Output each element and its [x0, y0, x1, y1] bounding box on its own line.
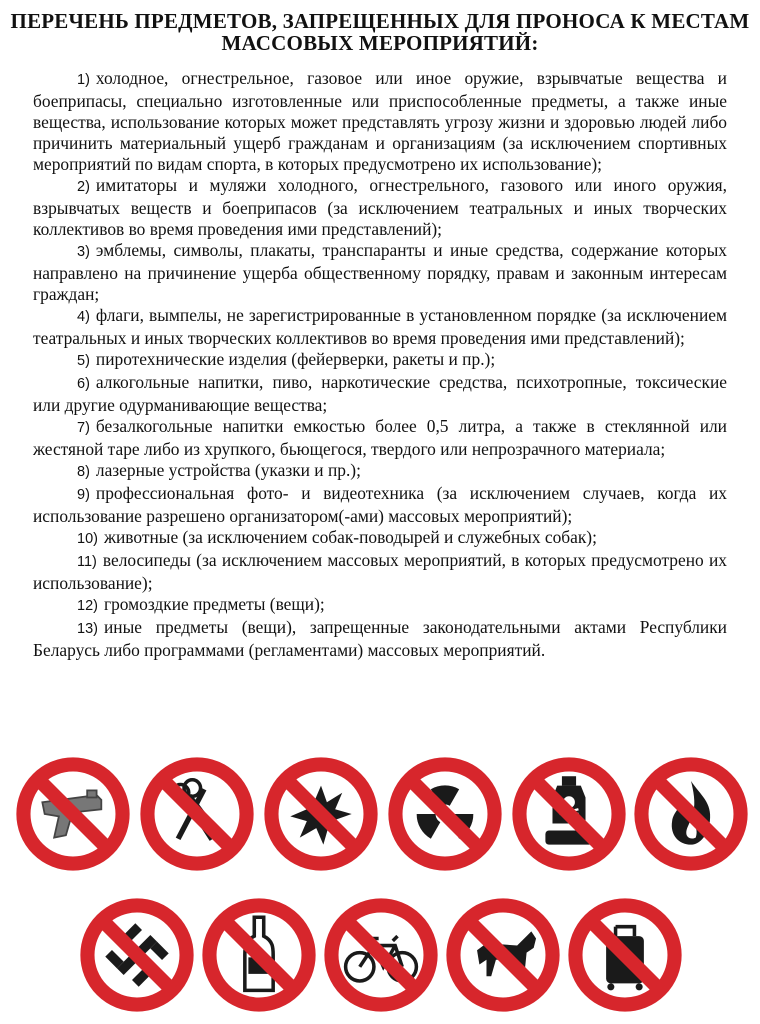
pistol-icon	[14, 755, 132, 873]
bottle-icon	[200, 896, 318, 1014]
swastika-icon	[78, 896, 196, 1014]
title-line-1: ПЕРЕЧЕНЬ ПРЕДМЕТОВ, ЗАПРЕЩЕННЫХ ДЛЯ ПРОНОСА К МЕСТАМ	[10, 9, 750, 33]
prohibited-items-list	[33, 68, 727, 661]
list-item: 7) безалкогольные напитки емкостью более 0,5 литра, а также в стеклянной или жестяной таре либо из хрупкого, бьющегося, твердого или непрозрачного материала;	[33, 416, 727, 459]
page-title	[0, 10, 760, 54]
list-item: 5) пиротехнические изделия (фейерверки, ракеты и пр.);	[77, 349, 496, 369]
dog-icon	[444, 896, 562, 1014]
list-item: 11) велосипеды (за исключением массовых мероприятий, в которых предусмотрено их использование);	[33, 550, 727, 593]
explosion-icon	[262, 755, 380, 873]
prohibition-signs	[0, 755, 760, 1024]
bicycle-icon	[322, 896, 440, 1014]
fire-icon	[632, 755, 750, 873]
list-item: 4) флаги, вымпелы, не зарегистрированные в установленном порядке (за исключением театральных и иных творческих коллективов во время проведения ими представлений);	[33, 305, 727, 348]
list-item: 6) алкогольные напитки, пиво, наркотические средства, психотропные, токсические или другие одурманивающие вещества;	[33, 372, 727, 415]
radiation-icon	[386, 755, 504, 873]
list-item: 1) холодное, огнестрельное, газовое или иное оружие, взрывчатые вещества и боеприпасы, специально изготовленные или приспособленные предметы, а также иные вещества, использование которых может представлять угрозу жизни и здоровью людей либо причинить материальный ущерб гражданам и организациям (за исключением спортивных мероприятий по видам спорта, в которых предусмотрено их использование);	[33, 68, 727, 174]
list-item: 8) лазерные устройства (указки и пр.);	[77, 460, 361, 480]
list-item: 13) иные предметы (вещи), запрещенные законодательными актами Республики Беларусь либо программами (регламентами) массовых мероприятий.	[33, 617, 727, 660]
list-item: 10) животные (за исключением собак-поводырей и служебных собак);	[77, 527, 597, 547]
title-line-2: МАССОВЫХ МЕРОПРИЯТИЙ:	[221, 31, 539, 55]
list-item: 9) профессиональная фото- и видеотехника (за исключением случаев, когда их использование разрешено организатором(-ами) массовых мероприятий);	[33, 483, 727, 526]
list-item: 2) имитаторы и муляжи холодного, огнестрельного, газового или иного оружия, взрывчатых веществ и боеприпасов (за исключением театральных и иных творческих коллективов во время проведения ими представлений);	[33, 175, 727, 239]
poison-bottle-icon	[510, 755, 628, 873]
list-item: 3) эмблемы, символы, плакаты, транспаранты и иные средства, содержание которых направлено на причинение ущерба общественному порядку, правам и законным интересам граждан;	[33, 240, 727, 304]
list-item: 12) громоздкие предметы (вещи);	[77, 594, 325, 614]
suitcase-icon	[566, 896, 684, 1014]
scissors-knife-icon	[138, 755, 256, 873]
